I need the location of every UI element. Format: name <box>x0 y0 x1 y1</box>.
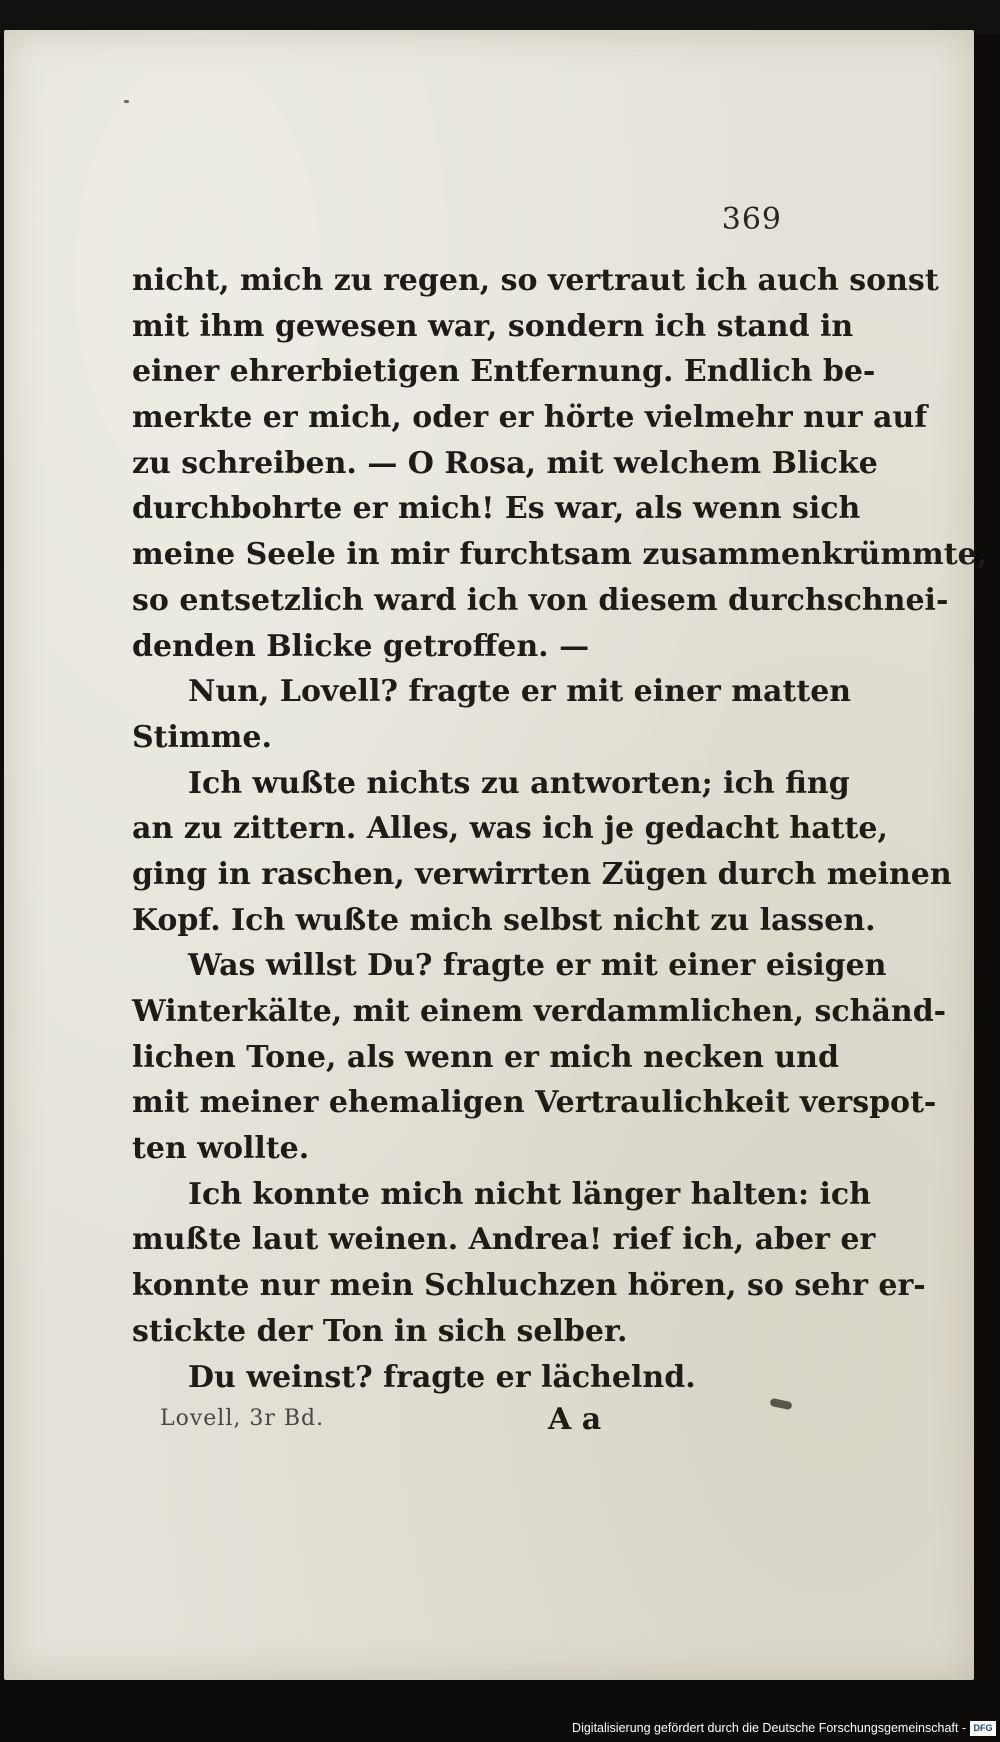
text-line: nicht, mich zu regen, so vertraut ich auch sonst <box>132 263 939 298</box>
text-line: denden Blicke getroffen. — <box>132 628 590 664</box>
text-line: mit ihm gewesen war, sondern ich stand in <box>132 308 854 344</box>
text-line: Ich wußte nichts zu antworten; ich fing <box>188 765 850 801</box>
text-line: ging in raschen, verwirrten Zügen durch meinen <box>132 856 952 892</box>
dfg-logo-icon: DFG <box>970 1721 996 1736</box>
text-line: an zu zittern. Alles, was ich je gedacht hatte, <box>132 811 888 847</box>
text-line: einer ehrerbietigen Entfernung. Endlich be- <box>132 354 876 390</box>
scan-border-top <box>0 0 1000 34</box>
signature-mark: A a <box>548 1402 602 1437</box>
text-line: lichen Tone, als wenn er mich necken und <box>132 1039 839 1075</box>
text-line: Was willst Du? fragte er mit einer eisigen <box>188 948 887 984</box>
digitization-credit-bar <box>0 1718 1000 1742</box>
text-line: Nun, Lovell? fragte er mit einer matten <box>188 674 852 710</box>
text-line: Stimme. <box>132 719 272 755</box>
paper-speck <box>124 100 129 103</box>
body-text <box>132 258 988 1400</box>
credit-text: Digitalisierung gefördert durch die Deutsche Forschungsgemeinschaft - <box>572 1721 966 1735</box>
text-line: durchbohrte er mich! Es war, als wenn sich <box>132 491 861 527</box>
page-number: 369 <box>721 202 782 237</box>
text-line: ten wollte. <box>132 1131 310 1167</box>
text-line: Winterkälte, mit einem verdammlichen, schänd- <box>132 994 947 1029</box>
text-line: mit meiner ehemaligen Vertraulichkeit verspot- <box>132 1085 937 1121</box>
text-line: zu schreiben. — O Rosa, mit welchem Blicke <box>132 445 878 481</box>
text-line: so entsetzlich ward ich von diesem durchschnei- <box>132 582 949 618</box>
signature-line: Lovell, 3r Bd. <box>160 1406 325 1431</box>
text-line: mußte laut weinen. Andrea! rief ich, aber er <box>132 1222 876 1258</box>
text-line: stickte der Ton in sich selber. <box>132 1313 628 1349</box>
text-line: Ich konnte mich nicht länger halten: ich <box>188 1176 871 1212</box>
text-line: meine Seele in mir furchtsam zusammenkrümmte, <box>132 537 988 573</box>
text-line: Du weinst? fragte er lächelnd. <box>188 1359 696 1395</box>
text-line: Kopf. Ich wußte mich selbst nicht zu lassen. <box>132 902 876 938</box>
text-line: konnte nur mein Schluchzen hören, so sehr er- <box>132 1268 926 1304</box>
text-line: merkte er mich, oder er hörte vielmehr nur auf <box>132 400 928 436</box>
